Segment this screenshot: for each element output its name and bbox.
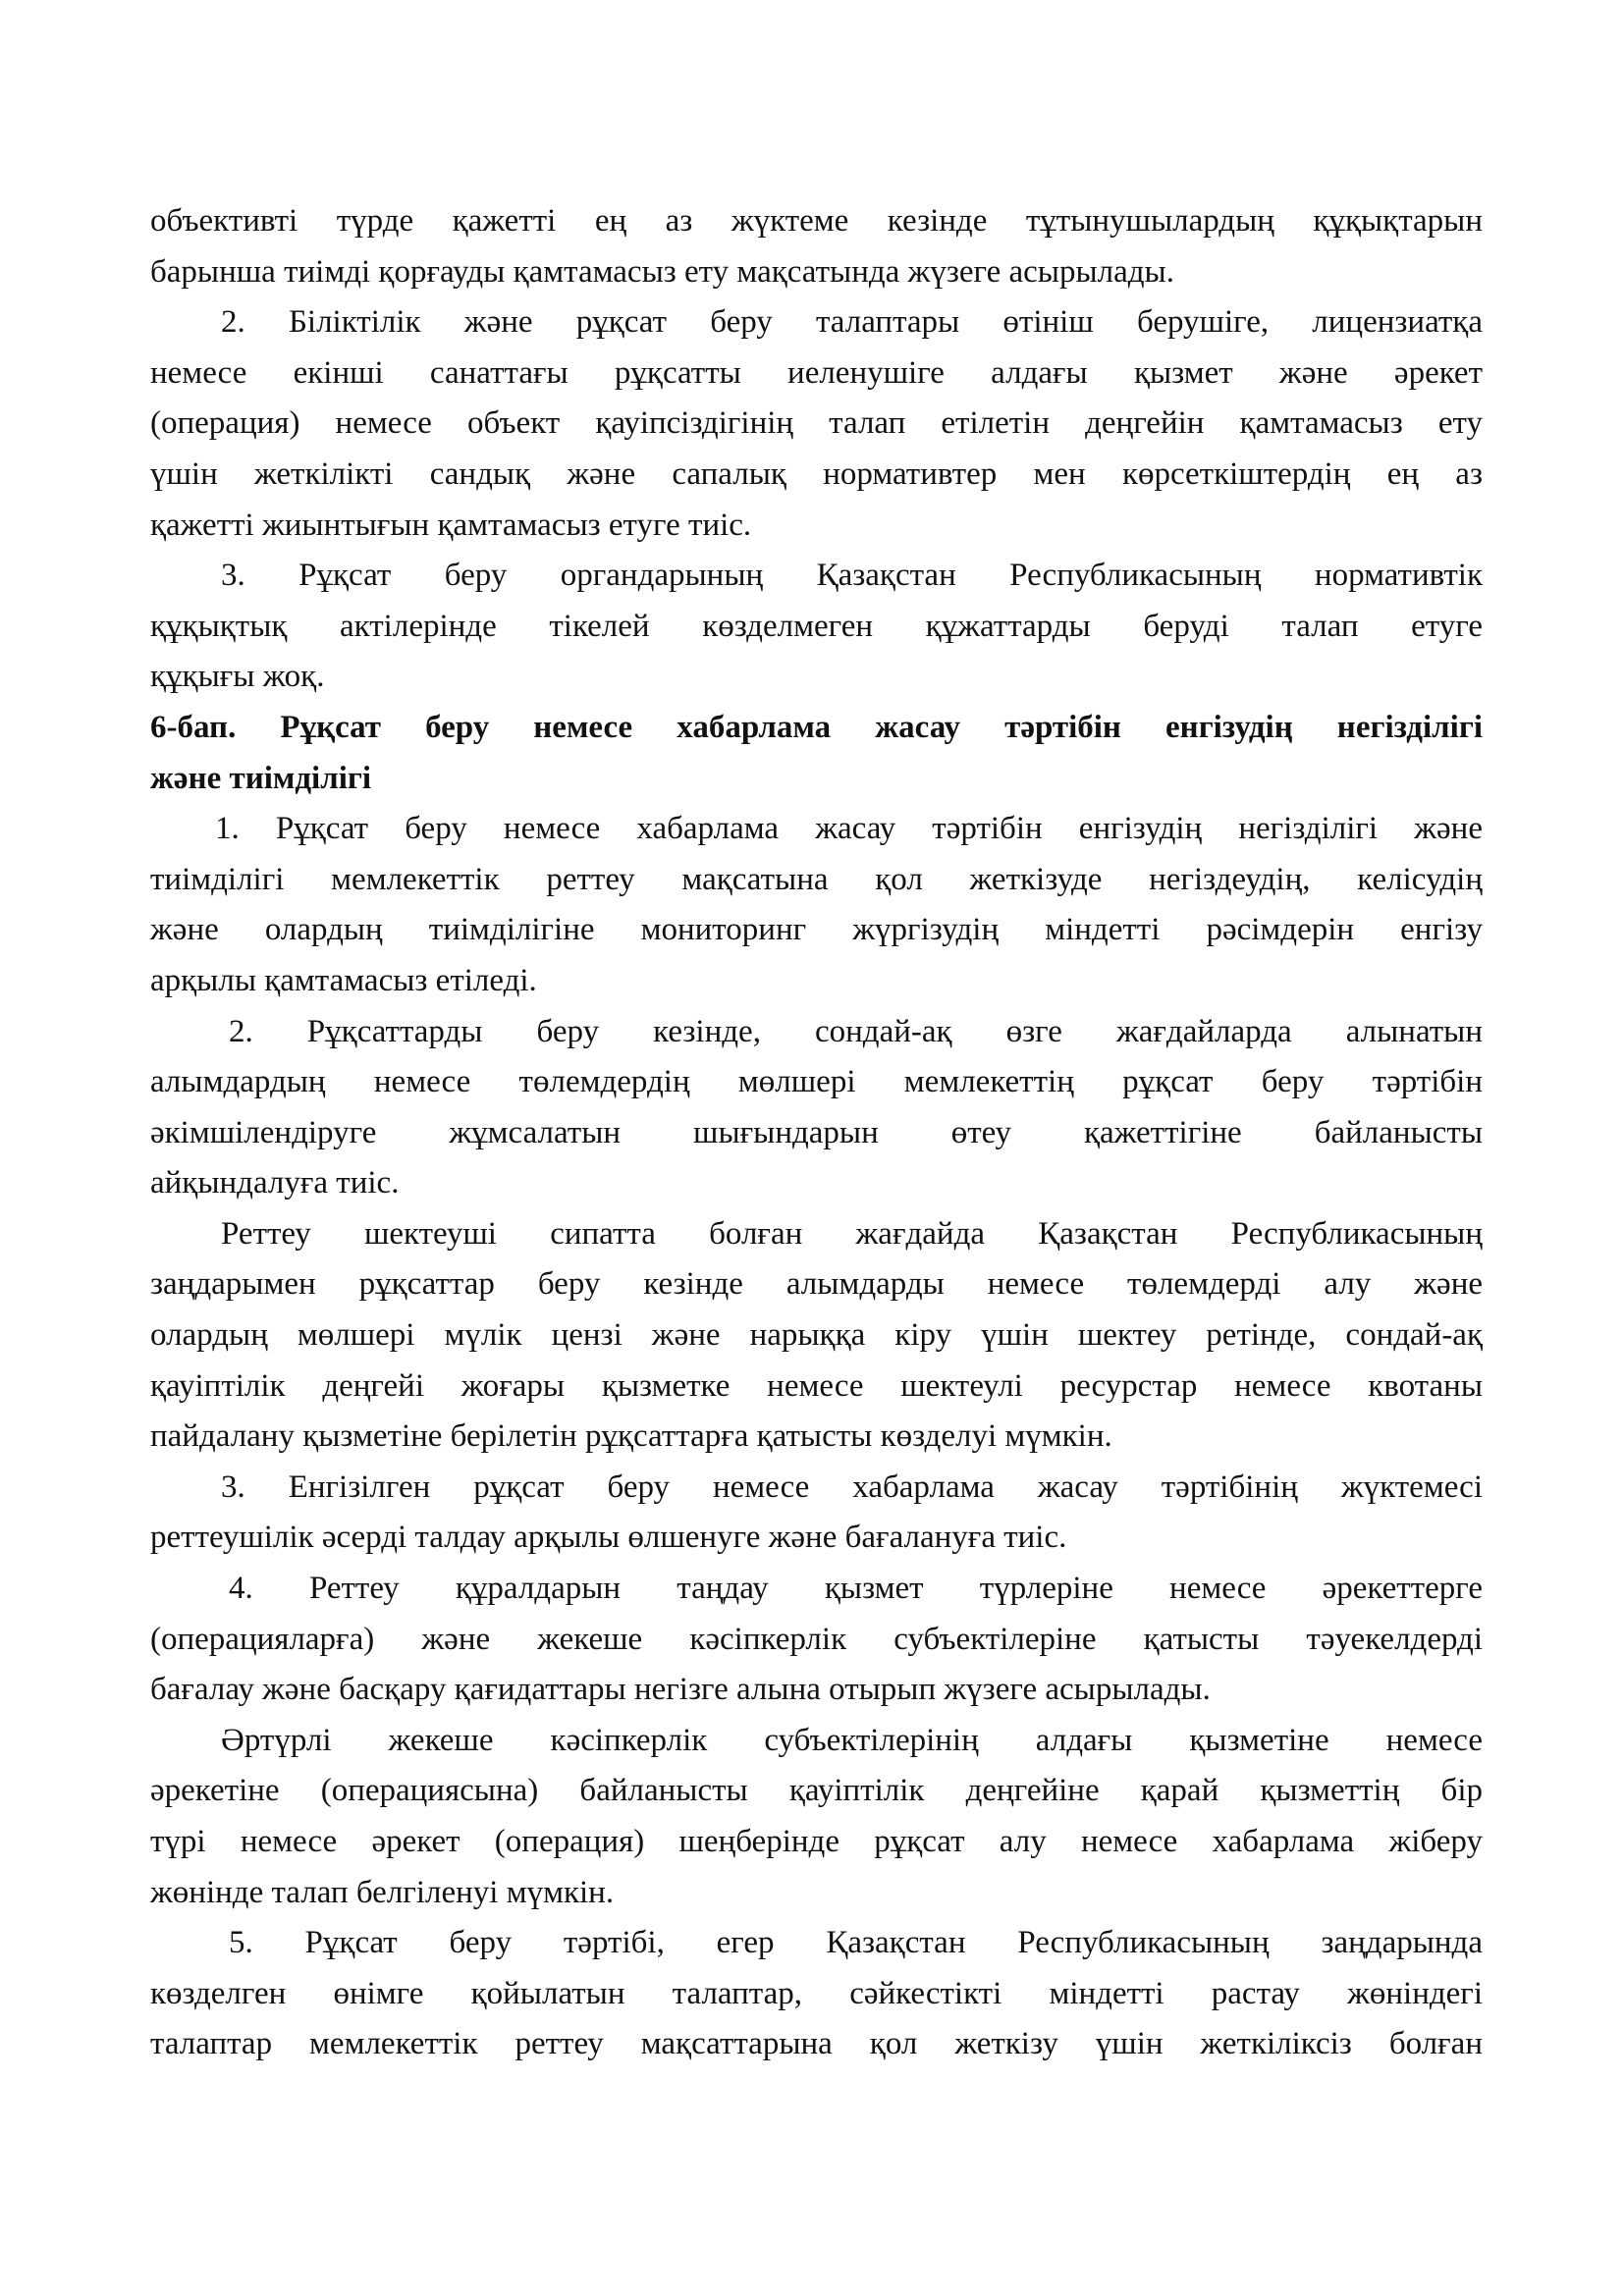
paragraph-article6-item-2 bbox=[150, 1007, 1483, 1209]
text-line: (операция) немесе объект қауіпсіздігінің талап етілетін деңгейін қамтамасыз ету bbox=[150, 405, 1483, 442]
text-line: немесе екінші санаттағы рұқсатты иеленушіге алдағы қызмет және әрекет bbox=[150, 354, 1483, 391]
paragraph-article6-item-3 bbox=[150, 1463, 1483, 1564]
text-line: пайдалану қызметіне берілетін рұқсаттарға қатысты көзделуі мүмкін. bbox=[150, 1418, 1112, 1455]
text-line: Реттеу шектеуші сипатта болған жағдайда Қазақстан Республикасының bbox=[221, 1215, 1483, 1252]
text-line: 3. Енгізілген рұқсат беру немесе хабарлама жасау тәртібінің жүктемесі bbox=[221, 1468, 1483, 1505]
text-line: құқықтық актілерінде тікелей көзделмеген құжаттарды беруді талап етуге bbox=[150, 608, 1483, 644]
paragraph-article6-item-4-sub bbox=[150, 1716, 1483, 1918]
text-line: 2. Біліктілік және рұқсат беру талаптары өтініш берушіге, лицензиатқа bbox=[221, 304, 1483, 341]
text-line: барынша тиімді қорғауды қамтамасыз ету мақсатында жүзеге асырылады. bbox=[150, 253, 1174, 290]
text-line: көзделген өнімге қойылатын талаптар, сәйкестікті міндетті растау жөніндегі bbox=[150, 1975, 1483, 2011]
text-line: (операцияларға) және жекеше кәсіпкерлік субъектілеріне қатысты тәуекелдерді bbox=[150, 1621, 1483, 1657]
text-line: түрі немесе әрекет (операция) шеңберінде рұқсат алу немесе хабарлама жіберу bbox=[150, 1824, 1483, 1859]
paragraph-article6-item-5 bbox=[150, 1918, 1483, 2070]
paragraph-item-2 bbox=[150, 297, 1483, 551]
text-line: 3. Рұқсат беру органдарының Қазақстан Республикасының нормативтік bbox=[221, 558, 1483, 594]
text-line: тиімділігі мемлекеттік реттеу мақсатына қол жеткізуде негіздеудің, келісудің bbox=[150, 861, 1483, 897]
text-line: үшін жеткілікті сандық және сапалық нормативтер мен көрсеткіштердің ең аз bbox=[150, 455, 1483, 492]
text-line: бағалау және басқару қағидаттары негізге алына отырып жүзеге асырылады. bbox=[150, 1672, 1211, 1708]
text-line: 4. Реттеу құралдарын таңдау қызмет түрлеріне немесе әрекеттерге bbox=[229, 1571, 1483, 1607]
text-line: объективті түрде қажетті ең аз жүктеме кезінде тұтынушылардың құқықтарын bbox=[150, 203, 1483, 239]
text-line: арқылы қамтамасыз етіледі. bbox=[150, 962, 537, 998]
text-line: құқығы жоқ. bbox=[150, 659, 325, 695]
text-line: 5. Рұқсат беру тәртібі, егер Қазақстан Республикасының заңдарында bbox=[229, 1925, 1483, 1961]
text-line: Әртүрлі жекеше кәсіпкерлік субъектілерінің алдағы қызметіне немесе bbox=[221, 1722, 1483, 1758]
document-page bbox=[150, 196, 1483, 2070]
paragraph-article6-item-2-sub bbox=[150, 1209, 1483, 1463]
text-line: әкімшілендіруге жұмсалатын шығындарын өтеу қажеттігіне байланысты bbox=[150, 1114, 1483, 1150]
text-line: және олардың тиімділігіне мониторинг жүргізудің міндетті рәсімдерін енгізу bbox=[150, 912, 1483, 948]
paragraph-item-3 bbox=[150, 551, 1483, 703]
text-line: алымдардың немесе төлемдердің мөлшері мемлекеттің рұқсат беру тәртібін bbox=[150, 1064, 1483, 1100]
text-line: әрекетіне (операциясына) байланысты қауіптілік деңгейіне қарай қызметтің бір bbox=[150, 1773, 1483, 1809]
paragraph-article6-item-4 bbox=[150, 1564, 1483, 1716]
paragraph-continuation bbox=[150, 196, 1483, 297]
paragraph-article6-item-1 bbox=[150, 804, 1483, 1006]
text-line: жөнінде талап белгіленуі мүмкін. bbox=[150, 1874, 615, 1910]
text-line: заңдарымен рұқсаттар беру кезінде алымдарды немесе төлемдерді алу және bbox=[150, 1266, 1483, 1303]
heading-line: 6-бап. Рұқсат беру немесе хабарлама жасау тәртібін енгізудің негізділігі bbox=[150, 709, 1483, 745]
text-line: 2. Рұқсаттарды беру кезінде, сондай-ақ өзге жағдайларда алынатын bbox=[229, 1013, 1483, 1049]
text-line: қажетті жиынтығын қамтамасыз етуге тиіс. bbox=[150, 507, 752, 543]
text-line: айқындалуға тиіс. bbox=[150, 1165, 400, 1201]
text-line: қауіптілік деңгейі жоғары қызметке немесе шектеулі ресурстар немесе квотаны bbox=[150, 1367, 1483, 1404]
article-heading bbox=[150, 703, 1483, 804]
text-line: реттеушілік әсерді талдау арқылы өлшенуге және бағалануға тиіс. bbox=[150, 1520, 1067, 1556]
text-line: талаптар мемлекеттік реттеу мақсаттарына қол жеткізу үшін жеткіліксіз болған bbox=[150, 2026, 1483, 2062]
heading-line: және тиімділігі bbox=[150, 760, 372, 796]
text-line: олардың мөлшері мүлік цензі және нарыққа кіру үшін шектеу ретінде, сондай-ақ bbox=[150, 1317, 1483, 1354]
text-line: 1. Рұқсат беру немесе хабарлама жасау тәртібін енгізудің негізділігі және bbox=[215, 811, 1483, 847]
